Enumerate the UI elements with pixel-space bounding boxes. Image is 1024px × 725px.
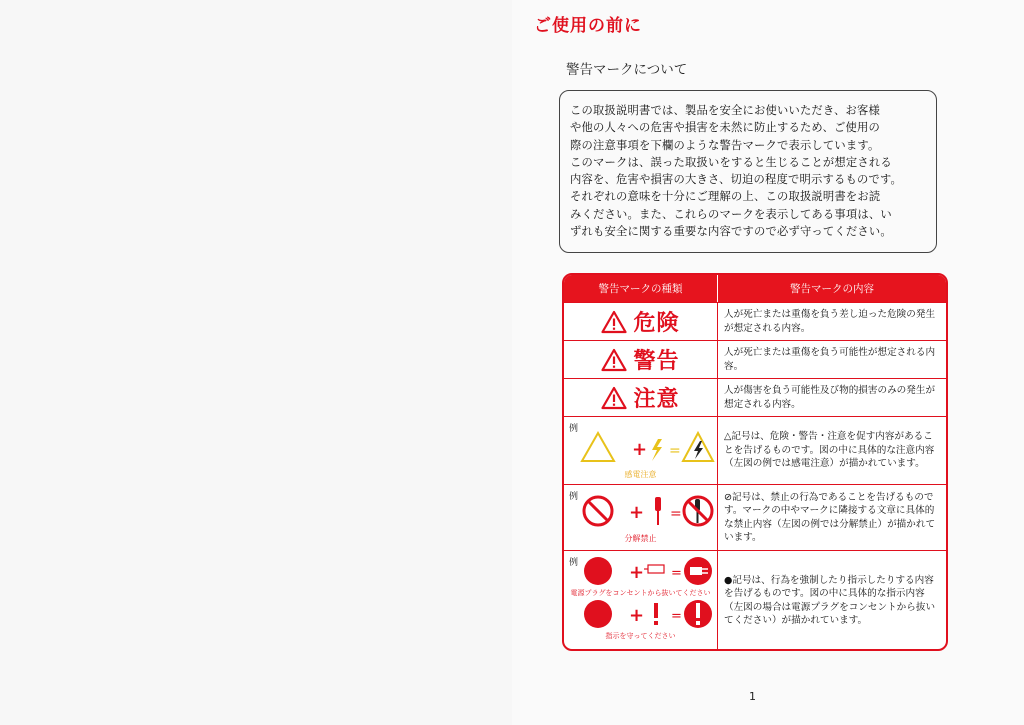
example-mandatory-cell [564,551,718,650]
warning-triangle-icon [601,386,627,410]
example-caption-unplug: 電源プラグをコンセントから抜いてください [570,589,711,597]
table-header [564,275,946,302]
prohibition-symbol-description: ⊘記号は、禁止の行為であることを告げるものです。マークの中やマークに隣接する文章に具体的な禁止内容（左図の例では分解禁止）が描かれています。 [724,491,936,543]
warning-mark-table [562,273,948,651]
intro-line: みください。また、これらのマークを表示してある事項は、い [570,207,892,221]
example-caption-follow-instructions: 指示を守ってください [605,632,676,640]
table-row-example-mandatory [564,550,946,650]
intro-line: それぞれの意味を十分にご理解の上、この取扱説明書をお読 [570,190,881,204]
triangle-symbol-description: △記号は、危険・警告・注意を促す内容があることを告げるものです。図の中に具体的な注意内容（左図の例では感電注意）が描かれています。 [724,431,935,470]
intro-line: や他の人々への危害や損害を未然に防止するため、ご使用の [570,121,880,135]
example-label: 例 [569,424,579,434]
svg-text:+: + [629,605,645,626]
svg-text:+: + [632,439,648,460]
signal-word-caution: 注意 [633,387,680,412]
header-mark-kind: 警告マークの種類 [564,275,718,302]
svg-text:=: = [669,443,681,459]
page-number: 1 [749,690,756,703]
header-mark-content: 警告マークの内容 [790,283,874,295]
page-title: ご使用の前に [534,16,642,36]
warning-triangle-icon [601,310,627,334]
intro-line: このマークは、誤った取扱いをすると生じることが想定される [570,155,892,169]
prohibition-equation-icon [576,493,716,531]
intro-line: この取扱説明書では、製品を安全にお使いいただき、お客様 [570,104,880,117]
warning-signal-cell [564,341,718,378]
svg-text:+: + [629,562,645,583]
svg-text:=: = [670,506,682,522]
section-subtitle: 警告マークについて [566,62,688,78]
exclamation-equation-icon [576,598,716,630]
svg-text:+: + [629,502,645,523]
table-row-example-triangle [564,416,946,484]
caution-signal-cell [564,379,718,416]
danger-description: 人が死亡または重傷を負う差し迫った危険の発生が想定される内容。 [724,309,936,334]
mandatory-symbol-description: ●記号は、行為を強制したり指示したりする内容を告げるものです。図の中に具体的な指示内容（左図の場合は電源プラグをコンセントから抜いてください）が描かれています。 [724,574,936,626]
intro-line: 際の注意事項を下欄のような警告マークで表示しています。 [570,138,880,152]
table-row-warning [564,340,946,378]
example-prohibition-cell [564,485,718,550]
intro-line: 内容を、危害や損害の大きさ、切迫の程度で明示するものです。 [570,173,903,187]
warning-triangle-icon [601,348,627,372]
example-caption-electric-shock: 感電注意 [624,470,657,479]
example-triangle-cell [564,417,718,484]
intro-box [559,90,937,253]
table-row-danger [564,302,946,340]
example-label: 例 [569,492,579,502]
signal-word-danger: 危険 [633,311,680,336]
warning-description: 人が死亡または重傷を負う可能性が想定される内容。 [724,347,936,372]
unplug-equation-icon [576,555,716,587]
example-label: 例 [569,558,579,568]
caution-triangle-equation-icon [576,429,716,467]
table-row-caution [564,378,946,416]
caution-description: 人が傷害を負う可能性及び物的損害のみの発生が想定される内容。 [724,385,936,410]
example-caption-no-disassembly: 分解禁止 [624,534,657,543]
svg-text:=: = [671,566,682,581]
signal-word-warning: 警告 [633,349,680,374]
table-row-example-prohibition [564,484,946,550]
intro-line: ずれも安全に関する重要な内容ですので必ず守ってください。 [570,225,892,239]
svg-text:=: = [671,609,682,624]
danger-signal-cell [564,303,718,340]
